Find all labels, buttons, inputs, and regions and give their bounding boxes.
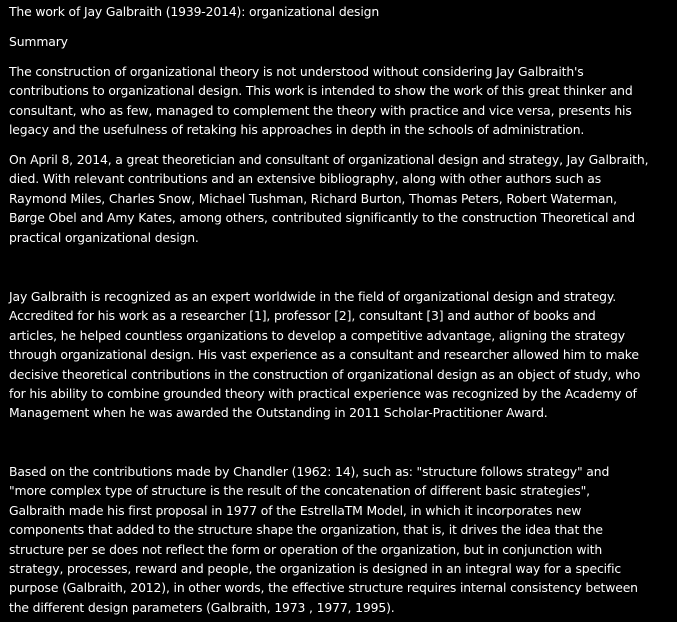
paragraph-star-model: Based on the contributions made by Chandler (1962: 14), such as: "structure follows strategy" and "more complex type of structure is the result of the concatenation of different basic strategies", Galbraith made his first proposal in 1977 of the EstrellaTM Model, in which it incorporates new components that added to the structure shape the organization, that is, it drives the idea that the structure per se does not reflect the form or operation of the organization, but in conjunction with strategy, processes, reward and people, the organization is designed in an integral way for a specific purpose (Galbraith, 2012), in other words, the effective structure requires internal consistency between the different design parameters (Galbraith, 1973 , 1977, 1995). [9,464,638,615]
paragraph-obituary: On April 8, 2014, a great theoretician and consultant of organizational design and strategy, Jay Galbraith, died. With relevant contributions and an extensive bibliography, along with other authors such as Raymond Miles, Charles Snow, Michael Tushman, Richard Burton, Thomas Peters, Robert Waterman, Børge Obel and Amy Kates, among others, contributed significantly to the construction Theoretical and practical organizational design. [9,152,649,245]
paragraph-intro: The construction of organizational theory is not understood without considering Jay Galbraith's contributions to organizational design. This work is intended to show the work of this great thinker and consultant, who as few, managed to complement the theory with practice and vice versa, presents his legacy and the usefulness of retaking his approaches in depth in the schools of administration. [9,64,633,138]
summary-heading: Summary [9,34,68,49]
document-title: The work of Jay Galbraith (1939-2014): organizational design [9,4,380,19]
paragraph-recognition: Jay Galbraith is recognized as an expert worldwide in the field of organizational design and strategy. Accredited for his work as a researcher [1], professor [2], consultant [3] and author of books and articles, he helped countless organizations to develop a competitive advantage, aligning the strategy through organizational design. His vast experience as a consultant and researcher allowed him to make decisive theoretical contributions in the construction of organizational design as an object of study, who for his ability to combine grounded theory with practical experience was recognized by the Academy of Management when he was awarded the Outstanding in 2011 Scholar-Practitioner Award. [9,289,641,421]
